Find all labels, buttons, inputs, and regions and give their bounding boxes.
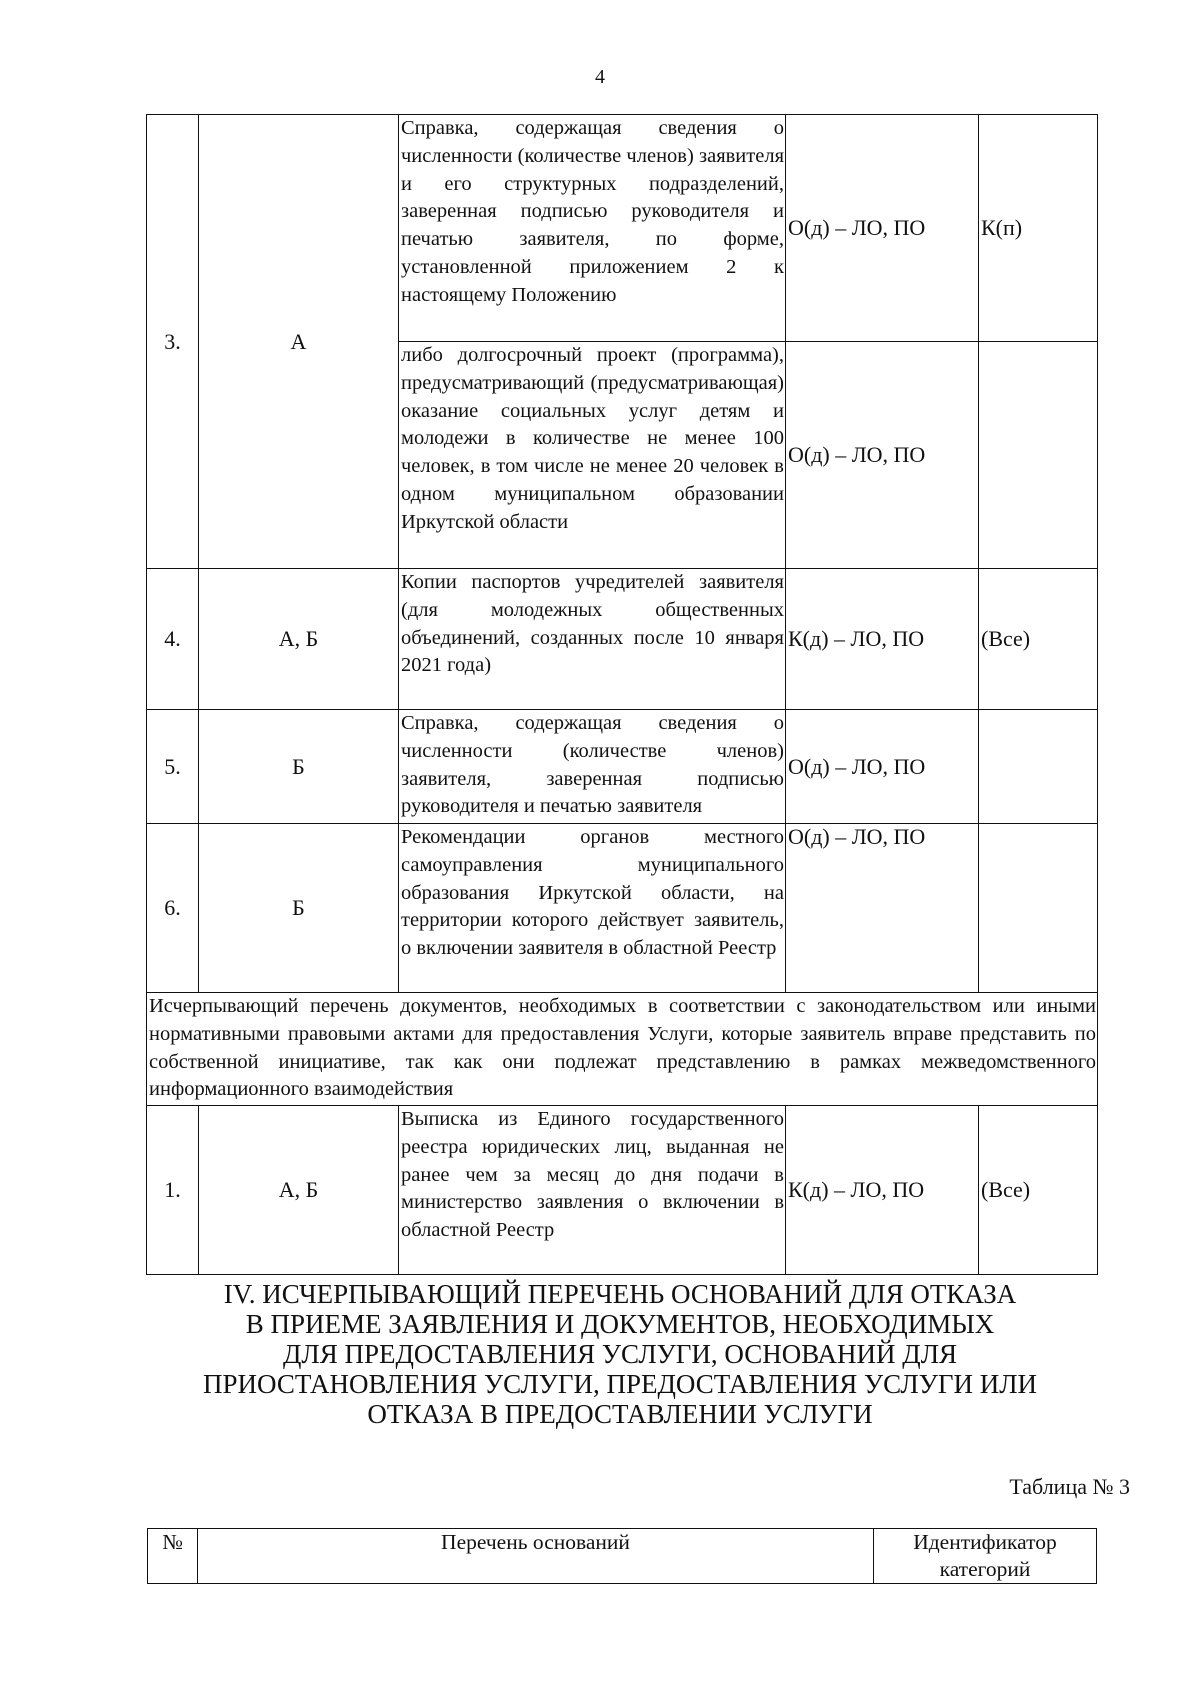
table-label: Таблица № 3 (1009, 1474, 1130, 1499)
section-heading-line: ПРИОСТАНОВЛЕНИЯ УСЛУГИ, ПРЕДОСТАВЛЕНИЯ УСЛУГИ ИЛИ (202, 1369, 1038, 1399)
table-row (147, 710, 1098, 824)
document-description: Выписка из Единого государственного реестра юридических лиц, выданная не ранее чем за месяц до дня подачи в министерство заявления о включении в областной Реестр (399, 1106, 786, 1275)
section-heading-line: ДЛЯ ПРЕДОСТАВЛЕНИЯ УСЛУГИ, ОСНОВАНИЙ ДЛЯ (282, 1339, 958, 1369)
category-identifier: (Все) (979, 569, 1098, 710)
row-category: А, Б (199, 569, 399, 710)
table-row (147, 569, 1098, 710)
row-number: 5. (147, 710, 199, 824)
table-row (147, 993, 1098, 1106)
document-description: Копии паспортов учредителей заявителя (для молодежных общественных объединений, созданных после 10 января 2021 года) (399, 569, 786, 710)
document-type: К(д) – ЛО, ПО (786, 1106, 979, 1275)
category-identifier (979, 824, 1098, 993)
row-category: А (199, 115, 399, 569)
document-description: Рекомендации органов местного самоуправления муниципального образования Иркутской области, на территории которого действует заявитель, о включении заявителя в областной Реестр (399, 824, 786, 993)
category-identifier (979, 342, 1098, 569)
document-description: Справка, содержащая сведения о численности (количестве членов) заявителя и его структурных подразделений, заверенная подписью руководителя и печатью заявителя, по форме, установленной приложением 2 к настоящему Положению (399, 115, 786, 342)
row-number: 3. (147, 115, 199, 569)
documents-table (146, 114, 1098, 1275)
category-identifier: К(п) (979, 115, 1098, 342)
section-heading-line: IV. ИСЧЕРПЫВАЮЩИЙ ПЕРЕЧЕНЬ ОСНОВАНИЙ ДЛЯ ОТКАЗА (223, 1279, 1017, 1309)
section-heading (190, 1279, 1050, 1429)
section-note: Исчерпывающий перечень документов, необходимых в соответствии с законодательством или иными нормативными правовыми актами для предоставления Услуги, которые заявитель вправе представить по собственной инициативе, так как они подлежат представлению в рамках межведомственного информационного взаимодействия (147, 993, 1098, 1106)
table-row (147, 1106, 1098, 1275)
column-header-number: № (148, 1529, 198, 1584)
document-description: Справка, содержащая сведения о численности (количестве членов) заявителя, заверенная подписью руководителя и печатью заявителя (399, 710, 786, 824)
document-type: К(д) – ЛО, ПО (786, 569, 979, 710)
category-identifier (979, 710, 1098, 824)
table-row (147, 824, 1098, 993)
column-header-identifier: Идентификатор категорий (874, 1529, 1097, 1584)
column-header-grounds: Перечень оснований (198, 1529, 874, 1584)
category-identifier: (Все) (979, 1106, 1098, 1275)
page-number: 4 (595, 66, 605, 88)
grounds-table (147, 1528, 1097, 1584)
row-category: А, Б (199, 1106, 399, 1275)
section-heading-line: В ПРИЕМЕ ЗАЯВЛЕНИЯ И ДОКУМЕНТОВ, НЕОБХОДИМЫХ (245, 1309, 995, 1339)
row-number: 4. (147, 569, 199, 710)
table-header-row (148, 1529, 1097, 1584)
row-number: 1. (147, 1106, 199, 1275)
row-category: Б (199, 824, 399, 993)
document-description: либо долгосрочный проект (программа), предусматривающий (предусматривающая) оказание социальных услуг детям и молодежи в количестве не менее 100 человек, в том числе не менее 20 человек в одном муниципальном образовании Иркутской области (399, 342, 786, 569)
section-heading-line: ОТКАЗА В ПРЕДОСТАВЛЕНИИ УСЛУГИ (367, 1399, 873, 1429)
document-type: О(д) – ЛО, ПО (786, 342, 979, 569)
table-row (147, 115, 1098, 342)
document-type: О(д) – ЛО, ПО (786, 710, 979, 824)
document-type: О(д) – ЛО, ПО (786, 824, 979, 993)
row-number: 6. (147, 824, 199, 993)
document-type: О(д) – ЛО, ПО (786, 115, 979, 342)
row-category: Б (199, 710, 399, 824)
